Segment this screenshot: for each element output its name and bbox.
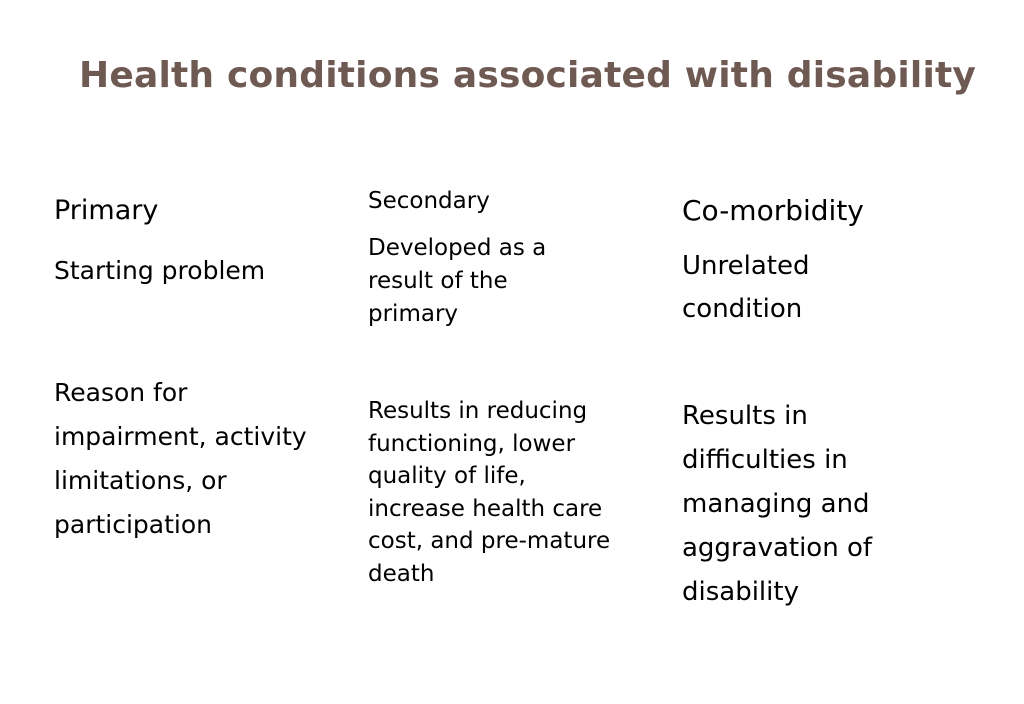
column-heading-comorbidity: Co-morbidity (682, 194, 864, 227)
column-effect-secondary: Results in reducing functioning, lower quality of life, increase health care cost, and pre-mature death (368, 398, 611, 587)
slide-title: Health conditions associated with disability (79, 55, 977, 96)
column-heading-secondary: Secondary (368, 188, 490, 214)
column-description-primary: Starting problem (54, 256, 266, 285)
column-effect-primary: Reason for impairment, activity limitations, or participation (54, 378, 307, 539)
column-description-secondary: Developed as a result of the primary (368, 235, 547, 327)
column-description-comorbidity: Unrelated condition (682, 251, 810, 324)
column-heading-primary: Primary (54, 195, 159, 226)
column-effect-comorbidity: Results in difficulties in managing and aggravation of disability (682, 401, 873, 607)
